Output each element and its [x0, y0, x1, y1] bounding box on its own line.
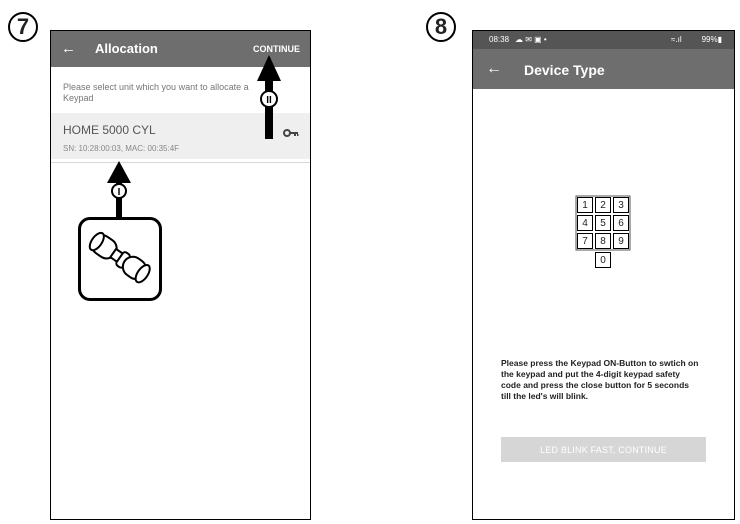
callout-label-two: II	[266, 95, 272, 106]
cylinder-lock-drawing	[81, 220, 159, 298]
divider	[51, 162, 310, 163]
cylinder-lock-icon	[78, 217, 162, 301]
arrow-left-icon[interactable]: ←	[61, 40, 76, 57]
step-number-8: 8	[426, 12, 456, 42]
keypad-key: 4	[577, 215, 593, 231]
instruction-text: Please select unit which you want to allocate a Keypad	[63, 82, 249, 103]
app-bar	[473, 49, 734, 89]
signal-icon: ≈.ıl	[671, 35, 682, 44]
keypad-key: 5	[595, 215, 611, 231]
keypad-key: 1	[577, 197, 593, 213]
callout-arrow-two	[249, 55, 289, 141]
step-number-7: 7	[8, 12, 38, 42]
keypad-key: 6	[613, 215, 629, 231]
unit-name: HOME 5000 CYL	[63, 123, 156, 137]
device-type-screen	[472, 30, 735, 520]
battery-status: 99%▮	[701, 35, 722, 44]
arrow-left-icon[interactable]: ←	[486, 60, 502, 77]
continue-button[interactable]: CONTINUE	[253, 44, 300, 54]
keypad-key: 2	[595, 197, 611, 213]
keypad-key: 0	[595, 252, 611, 268]
unit-details: SN: 10:28:00:03, MAC: 00:35:4F	[63, 144, 180, 153]
allocation-screen	[50, 30, 311, 520]
page-title: Device Type	[524, 62, 605, 78]
callout-arrow-one	[99, 161, 139, 221]
keypad-key: 8	[595, 233, 611, 249]
led-blink-continue-button[interactable]: LED BLINK FAST, CONTINUE	[501, 437, 706, 462]
keypad-key: 9	[613, 233, 629, 249]
notification-icons: ☁ ✉ ▣ •	[515, 35, 547, 44]
status-bar	[473, 31, 734, 49]
keypad-key: 3	[613, 197, 629, 213]
status-time: 08:38	[489, 35, 510, 44]
page-title: Allocation	[95, 41, 158, 56]
instruction-text: Please press the Keypad ON-Button to swtich on the keypad and put the 4-digit keypad safety code and press the close button for 5 seconds till the led's will blink.	[501, 358, 699, 401]
keypad-key: 7	[577, 233, 593, 249]
callout-label-one: I	[117, 187, 121, 198]
